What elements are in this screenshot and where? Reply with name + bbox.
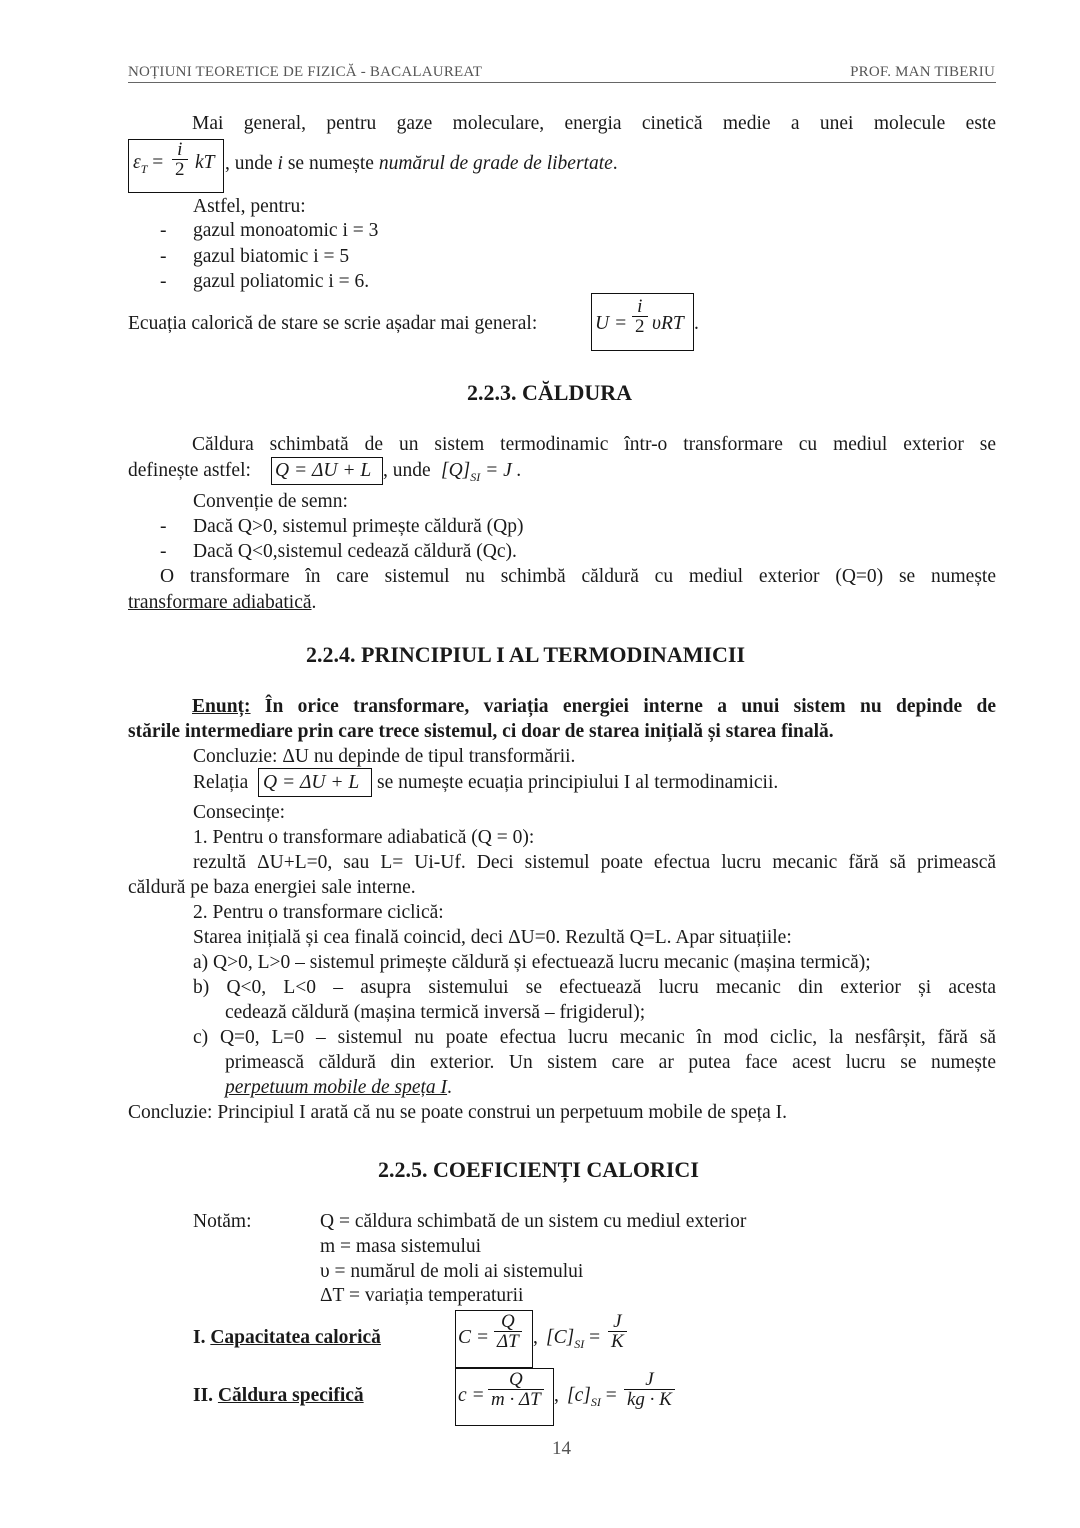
- principle-formula: Q = ΔU + L: [263, 772, 360, 793]
- conventie-item-1: Dacă Q>0, sistemul primește căldură (Qp): [193, 516, 524, 537]
- header-rule: [128, 82, 996, 83]
- caldura-specifica-fraction: $\frac{Q}{m \cdot \Delta T}$: [488, 1370, 544, 1409]
- heat-unit: $[Q]_{SI} = J$ .: [441, 460, 522, 484]
- enunt-line-2: stările intermediare prin care trece sistemul, ci doar de starea inițială și starea finală.: [128, 721, 834, 742]
- page-number: 14: [552, 1438, 571, 1459]
- capacitate-fraction: $\frac{Q}{\Delta T}$: [494, 1312, 522, 1351]
- adiabatic-line-1: O transformare în care sistemul nu schimbă căldură cu mediul exterior (Q=0) se numește: [160, 566, 996, 587]
- capacitate-unit-fraction: $\frac{J}{K}$: [608, 1312, 627, 1351]
- caldura-line-1: Căldura schimbată de un sistem termodinamic într-o transformare cu mediul exterior se: [192, 434, 996, 455]
- conventie-item-2: Dacă Q<0,sistemul cedează căldură (Qc).: [193, 541, 517, 562]
- enunt-line-1: Enunț: În orice transformare, variația energiei interne a unui sistem nu depinde de: [192, 696, 996, 717]
- concluzie-1: Concluzie: ΔU nu depinde de tipul transformării.: [193, 746, 576, 767]
- consecinta-2: 2. Pentru o transformare ciclică:: [193, 902, 444, 923]
- adiabatic-line-2: transformare adiabatică.: [128, 592, 317, 613]
- caloric-formula-rest: υRT: [652, 313, 684, 334]
- kinetic-energy-kT: kT: [195, 152, 215, 173]
- situatie-c-line-3: perpetuum mobile de speța I.: [225, 1077, 452, 1098]
- header-right: PROF. MAN TIBERIU: [850, 64, 995, 80]
- def-niu: υ = numărul de moli ai sistemului: [320, 1261, 584, 1282]
- consecinta-2-line-a: Starea inițială și cea finală coincid, deci ΔU=0. Rezultă Q=L. Apar situațiile:: [193, 927, 792, 948]
- list-bullet: -: [160, 220, 167, 241]
- caldura-specifica-unit-fraction: $\frac{J}{kg \cdot K}$: [624, 1370, 675, 1409]
- comma: ,: [533, 1327, 538, 1348]
- consecinta-1-line-a: rezultă ΔU+L=0, sau L= Ui-Uf. Deci sistemul poate efectua lucru mecanic fără să primească: [193, 852, 996, 873]
- section-title-caldura: 2.2.3. CĂLDURA: [467, 380, 632, 405]
- def-delta-t: ΔT = variația temperaturii: [320, 1285, 524, 1306]
- situatie-c-line-1: c) Q=0, L=0 – sistemul nu poate efectua lucru mecanic în mod ciclic, la nesfârșit, fără să: [193, 1027, 996, 1048]
- relatia-label: Relația: [193, 772, 249, 793]
- list-bullet: -: [160, 541, 167, 562]
- capacitate-formula-lhs: C =: [458, 1327, 490, 1348]
- relatia-text: se numește ecuația principiului I al termodinamicii.: [377, 772, 779, 793]
- situatie-c-line-2: primească căldură din exterior. Un sistem care ar putea face acest lucru se numește: [225, 1052, 996, 1073]
- kinetic-energy-formula: $\varepsilon_T$ =: [133, 152, 164, 176]
- notam-label: Notăm:: [193, 1211, 252, 1232]
- intro-astfel: Astfel, pentru:: [193, 196, 306, 217]
- caldura-unde: , unde: [383, 460, 431, 481]
- kinetic-energy-fraction: $\frac{i}{2}$: [172, 140, 188, 179]
- caldura-specifica-label: II. Căldura specifică: [193, 1385, 364, 1406]
- capacitate-unit: $[C]_{SI}$ =: [546, 1327, 601, 1351]
- heat-formula: Q = ΔU + L: [275, 460, 372, 481]
- intro-line-1: Mai general, pentru gaze moleculare, energia cinetică medie a unei molecule este: [192, 113, 996, 134]
- caloric-equation-text: Ecuația calorică de stare se scrie așadar mai general:: [128, 313, 538, 334]
- caldura-line-2: definește astfel:: [128, 460, 251, 481]
- consecinta-1: 1. Pentru o transformare adiabatică (Q = 0):: [193, 827, 535, 848]
- capacitate-label: I. Capacitatea calorică: [193, 1327, 381, 1348]
- def-q: Q = căldura schimbată de un sistem cu mediul exterior: [320, 1211, 747, 1232]
- list-item-poliatomic: gazul poliatomic i = 6.: [193, 271, 370, 292]
- period: .: [694, 313, 699, 334]
- consecinta-1-line-b: căldură pe baza energiei sale interne.: [128, 877, 416, 898]
- section-title-principiul-i: 2.2.4. PRINCIPIUL I AL TERMODINAMICII: [306, 642, 746, 667]
- caldura-specifica-unit: $[c]_{SI}$ =: [567, 1385, 617, 1409]
- concluzie-2: Concluzie: Principiul I arată că nu se poate construi un perpetuum mobile de speța I.: [128, 1102, 788, 1123]
- caldura-specifica-formula-lhs: c =: [458, 1385, 485, 1406]
- section-title-coeficienti: 2.2.5. COEFICIENȚI CALORICI: [378, 1157, 699, 1182]
- caloric-fraction: $\frac{i}{2}$: [632, 297, 648, 336]
- list-item-monoatomic: gazul monoatomic i = 3: [193, 220, 379, 241]
- intro-line-2: , unde i se numește numărul de grade de libertate.: [225, 153, 618, 174]
- list-item-biatomic: gazul biatomic i = 5: [193, 246, 350, 267]
- list-bullet: -: [160, 271, 167, 292]
- header-left: NOȚIUNI TEORETICE DE FIZICĂ - BACALAUREAT: [128, 64, 483, 80]
- comma: ,: [554, 1385, 559, 1406]
- situatie-a: a) Q>0, L>0 – sistemul primește căldură și efectuează lucru mecanic (mașina termică);: [193, 952, 871, 973]
- conventie-label: Convenție de semn:: [193, 491, 348, 512]
- def-m: m = masa sistemului: [320, 1236, 482, 1257]
- caloric-formula-lhs: U =: [595, 313, 628, 334]
- situatie-b-line-2: cedează căldură (mașina termică inversă – frigiderul);: [225, 1002, 646, 1023]
- list-bullet: -: [160, 516, 167, 537]
- consecinte-label: Consecințe:: [193, 802, 286, 823]
- list-bullet: -: [160, 246, 167, 267]
- situatie-b-line-1: b) Q<0, L<0 – asupra sistemului se efectuează lucru mecanic din exterior și acesta: [193, 977, 996, 998]
